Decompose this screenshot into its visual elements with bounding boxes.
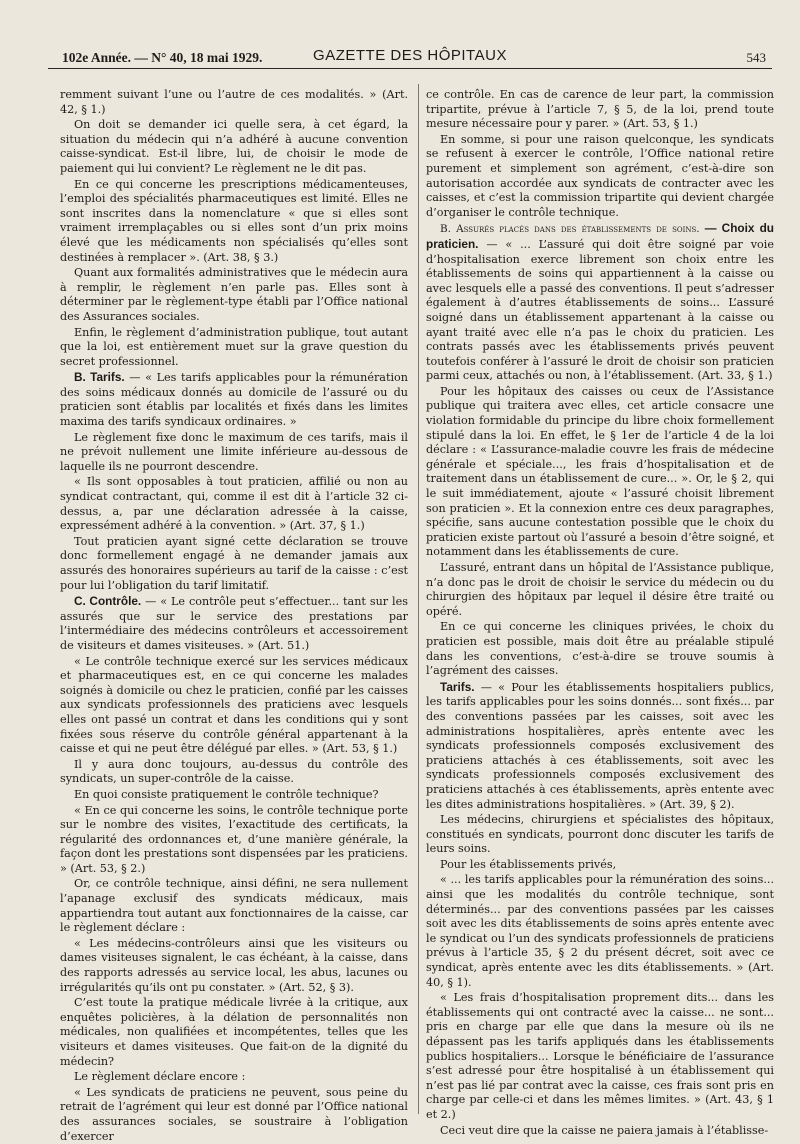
paragraph-text: « Les syndicats de praticiens ne peuvent, sous peine du retrait de l’agrément qui leur est donné par l’Office national des assurances sociales, se soustraire à l’obligation d’exercer bbox=[60, 1085, 408, 1143]
paragraph-text: Or, ce contrôle technique, ainsi défini, ne sera nullement l’apanage exclusif des syndicats médicaux, mais appartiendra tout autant aux fonctionnaires de la caisse, car le règlement déclare : bbox=[60, 877, 408, 935]
paragraph bbox=[60, 266, 408, 324]
paragraph-text: On doit se demander ici quelle sera, à cet égard, la situation du médecin qui n’a adhéré à aucune convention caisse-syndicat. Est-il libre, lui, de choisir le mode de paiement qui lui convient? Le règlement ne le dit pas. bbox=[60, 118, 408, 175]
paragraph-text: Ceci veut dire que la caisse ne paiera jamais à l’établisse- bbox=[440, 1123, 769, 1137]
paragraph-text: — « ... L’assuré qui doit être soigné par voie d’hospitalisation exerce librement son choix entre les établissements de soins qui appartiennent à la caisse ou avec lesquels elle a passé des conventions. Il peut s’adresser également à d’autres établissements de soins... L’assuré soigné dans un établissement appartenant à la caisse ou ayant traité avec elle n’a pas le choix du praticien. Les contrats passés avec les établissements privés peuvent toutefois conférer à l’assuré le droit de choisir son praticien parmi ceux, attachés ou non, à l’établissement. (Art. 33, § 1.) bbox=[426, 237, 774, 383]
paragraph-text: Enfin, le règlement d’administration publique, tout autant que la loi, est entièrement muet sur la grave question du secret professionnel. bbox=[60, 325, 408, 368]
paragraph bbox=[60, 370, 408, 429]
paragraph bbox=[60, 1086, 408, 1144]
paragraph bbox=[426, 813, 774, 857]
paragraph-text: L’assuré, entrant dans un hôpital de l’Assistance publique, n’a donc pas le droit de choisir le service du médecin ou du chirurgien des hôpitaux par lequel il désire être traité ou opéré. bbox=[426, 561, 774, 618]
paragraph-text: « En ce qui concerne les soins, le contrôle technique porte sur le nombre des visites, l’exactitude des certificats, la régularité des ordonnances et, d’une manière générale, la façon dont les prestations sont dispensées par les praticiens. » (Art. 53, § 2.) bbox=[60, 803, 408, 875]
paragraph bbox=[60, 877, 408, 935]
paragraph-text: C’est toute la pratique médicale livrée à la critique, aux enquêtes policières, à la délation de personnalités non médicales, non qualifiées et incompétentes, telles que les visiteurs et dames visiteuses. Que fait-on de la dignité du médecin? bbox=[60, 996, 408, 1068]
paragraph bbox=[60, 88, 408, 117]
paragraph bbox=[60, 655, 408, 757]
paragraph-text: ce contrôle. En cas de carence de leur part, la commission tripartite, prévue à l’article 7, § 5, de la loi, prend toute mesure nécessaire pour y parer. » (Art. 53, § 1.) bbox=[426, 88, 774, 131]
left-column bbox=[60, 88, 408, 1143]
paragraph-text: « Ils sont opposables à tout praticien, affilié ou non au syndicat contractant, qui, comme il est dit à l’article 32 ci-dessus, a, par une déclaration adressée à la caisse, expressément adhéré à la convention. » (Art. 37, § 1.) bbox=[60, 475, 408, 533]
paragraph bbox=[426, 680, 774, 812]
paragraph bbox=[60, 475, 408, 533]
section-heading: Tarifs. bbox=[440, 679, 475, 694]
column-divider bbox=[418, 84, 419, 1114]
paragraph-text: Le règlement fixe donc le maximum de ces tarifs, mais il ne prévoit nullement une limite inférieure au-dessous de laquelle ils ne pourront descendre. bbox=[60, 430, 408, 473]
paragraph bbox=[426, 221, 774, 384]
paragraph bbox=[60, 996, 408, 1069]
paragraph-text: Tout praticien ayant signé cette déclaration se trouve donc formellement engagé à ne demander jamais aux assurés des honoraires supérieurs au tarif de la caisse : c’est pour lui l’obligation du tarif limitatif. bbox=[60, 534, 408, 592]
paragraph-text: En ce qui concerne les cliniques privées, le choix du praticien est possible, mais doit être au préalable stipulé dans les conventions, c’est-à-dire se trouve soumis à l’agrément des caisses. bbox=[426, 620, 774, 678]
paragraph-text: Le règlement déclare encore : bbox=[74, 1070, 246, 1084]
paragraph bbox=[426, 133, 774, 221]
paragraph-text: Il y aura donc toujours, au-dessus du contrôle des syndicats, un super-contrôle de la caisse. bbox=[60, 757, 408, 786]
paragraph bbox=[60, 804, 408, 877]
paragraph bbox=[426, 873, 774, 990]
paragraph bbox=[426, 385, 774, 560]
paragraph bbox=[60, 758, 408, 787]
section-heading: B. Assurés placés dans des établissements de soins. bbox=[440, 223, 700, 236]
paragraph-text: En ce qui concerne les prescriptions médicamenteuses, l’emploi des spécialités pharmaceutiques est limité. Elles ne sont inscrites dans la nomenclature « que si elles sont vraiment irremplaçables ou si elles sont d’un prix moins élevé que les médicaments non spécialisés qu’elles sont destinées à remplacer ». (Art. 38, § 3.) bbox=[60, 177, 408, 264]
paragraph-text: Quant aux formalités administratives que le médecin aura à remplir, le règlement n’en parle pas. Elles sont à déterminer par le règlement-type établi par l’Office national des Assurances sociales. bbox=[60, 266, 408, 323]
paragraph bbox=[426, 620, 774, 678]
paragraph-text: Les médecins, chirurgiens et spécialistes des hôpitaux, constitués en syndicats, pourront donc discuter les tarifs de leurs soins. bbox=[426, 813, 774, 856]
section-heading: B. Tarifs. bbox=[74, 370, 125, 385]
paragraph bbox=[60, 118, 408, 176]
paragraph-text: En quoi consiste pratiquement le contrôle technique? bbox=[74, 787, 379, 801]
paragraph bbox=[60, 431, 408, 475]
paragraph-text: — « Pour les établissements hospitaliers publics, les tarifs applicables pour les soins donnés... sont fixés... par des conventions passées par les caisses, soit avec les administrations hospitalières, après entente avec les syndicats professionnels composés exclusivement des praticiens attachés à ces établissements, soit avec les syndicats professionnels composés exclusivement des praticiens attachés à ces établissements, après entente avec les dites administrations hospitalières. » (Art. 39, § 2). bbox=[426, 680, 774, 811]
page-number: 543 bbox=[746, 50, 766, 65]
paragraph-text: — « Le contrôle peut s’effectuer... tant sur les assurés que sur le service des prestations par l’intermédiaire des médecins contrôleurs et accessoirement de visiteurs et dames visiteuses. » (Art. 51.) bbox=[60, 595, 408, 652]
issue-info: 102e Année. — N° 40, 18 mai 1929. bbox=[62, 50, 263, 65]
paragraph bbox=[426, 858, 774, 873]
paragraph-text: « Les frais d’hospitalisation proprement dits... dans les établissements qui ont contracté avec la caisse... ne sont... pris en charge par elle que dans la mesure où ils ne dépassent pas les tarifs appliqués dans les établissements publics hospitaliers... Lorsque le bénéficiaire de l’assurance s’est adressé pour être hospitalisé à un établissement qui n’est pas lié par contrat avec la caisse, ces frais sont pris en charge par celle-ci et dans les mêmes limites. » (Art. 43, § 1 et 2.) bbox=[426, 991, 774, 1121]
right-column bbox=[426, 88, 774, 1137]
paragraph bbox=[60, 788, 408, 803]
paragraph-text: Pour les établissements privés, bbox=[440, 857, 617, 871]
journal-title: GAZETTE DES HÔPITAUX bbox=[313, 47, 507, 64]
paragraph bbox=[60, 937, 408, 995]
paragraph-text: remment suivant l’une ou l’autre de ces modalités. » (Art. 42, § 1.) bbox=[60, 88, 408, 116]
section-heading: — Choix du praticien. bbox=[426, 221, 774, 251]
paragraph bbox=[426, 1124, 774, 1139]
paragraph-text: « ... les tarifs applicables pour la rémunération des soins... ainsi que les modalités du contrôle technique, sont déterminés... par des conventions passées par les caisses soit avec les dits établissements de soins après entente avec le syndicat ou l’un des syndicats professionnels de praticiens prévus à l’article 35, § 2 du présent décret, soit avec ce syndicat, après entente avec les dits établissements. » (Art. 40, § 1). bbox=[426, 873, 774, 989]
section-heading: C. Contrôle. bbox=[74, 594, 142, 609]
paragraph bbox=[60, 535, 408, 593]
paragraph bbox=[426, 561, 774, 619]
paragraph-text: — « Les tarifs applicables pour la rémunération des soins médicaux donnés au domicile de l’assuré ou du praticien sont établis par localités et fixés dans les limites maxima des tarifs syndicaux ordinaires. » bbox=[60, 371, 408, 429]
paragraph bbox=[60, 1070, 408, 1085]
paragraph bbox=[426, 991, 774, 1122]
paragraph-text: Pour les hôpitaux des caisses ou ceux de l’Assistance publique qui traitera avec elles, cet article consacre une violation formidable du principe du libre choix formellement stipulé dans la loi. En effet, le § 1er de l’article 4 de la loi déclare : « L’assurance-maladie couvre les frais de médecine générale et spéciale..., les frais d’hospitalisation et de traitement dans un établissement de cure... ». Or, le § 2, qui le suit immédiatement, ajoute « l’assuré choisit librement son praticien ». Et la connexion entre ces deux paragraphes, spécifie, sans aucune contestation possible que le choix du praticien existe partout où l’assuré a besoin d’être soigné, et notamment dans les établissements de cure. bbox=[426, 384, 774, 559]
paragraph-text: « Le contrôle technique exercé sur les services médicaux et pharmaceutiques est, en ce qui concerne les malades soignés à domicile ou chez le praticien, confié par les caisses aux syndicats professionnels des praticiens avec lesquels elles ont passé un contrat et dans les conditions qui y sont fixées sous réserve du contrôle général appartenant à la caisse et qui ne peut être délégué par elles. » (Art. 53, § 1.) bbox=[60, 654, 408, 756]
paragraph-text: « Les médecins-contrôleurs ainsi que les visiteurs ou dames visiteuses signalent, le cas échéant, à la caisse, dans des rapports adressés au service local, les abus, lacunes ou irrégularités qu’ils ont pu constater. » (Art. 52, § 3). bbox=[60, 936, 408, 994]
paragraph bbox=[426, 88, 774, 132]
paragraph bbox=[60, 594, 408, 653]
paragraph bbox=[60, 326, 408, 370]
paragraph-text: En somme, si pour une raison quelconque, les syndicats se refusent à exercer le contrôle, l’Office national retire purement et simplement son agrément, c’est-à-dire son autorisation accordée aux syndicats de contracter avec les caisses, et c’est la commission tripartite qui devient chargée d’organiser le contrôle technique. bbox=[426, 132, 774, 219]
paragraph bbox=[60, 178, 408, 266]
page-header bbox=[48, 44, 772, 69]
